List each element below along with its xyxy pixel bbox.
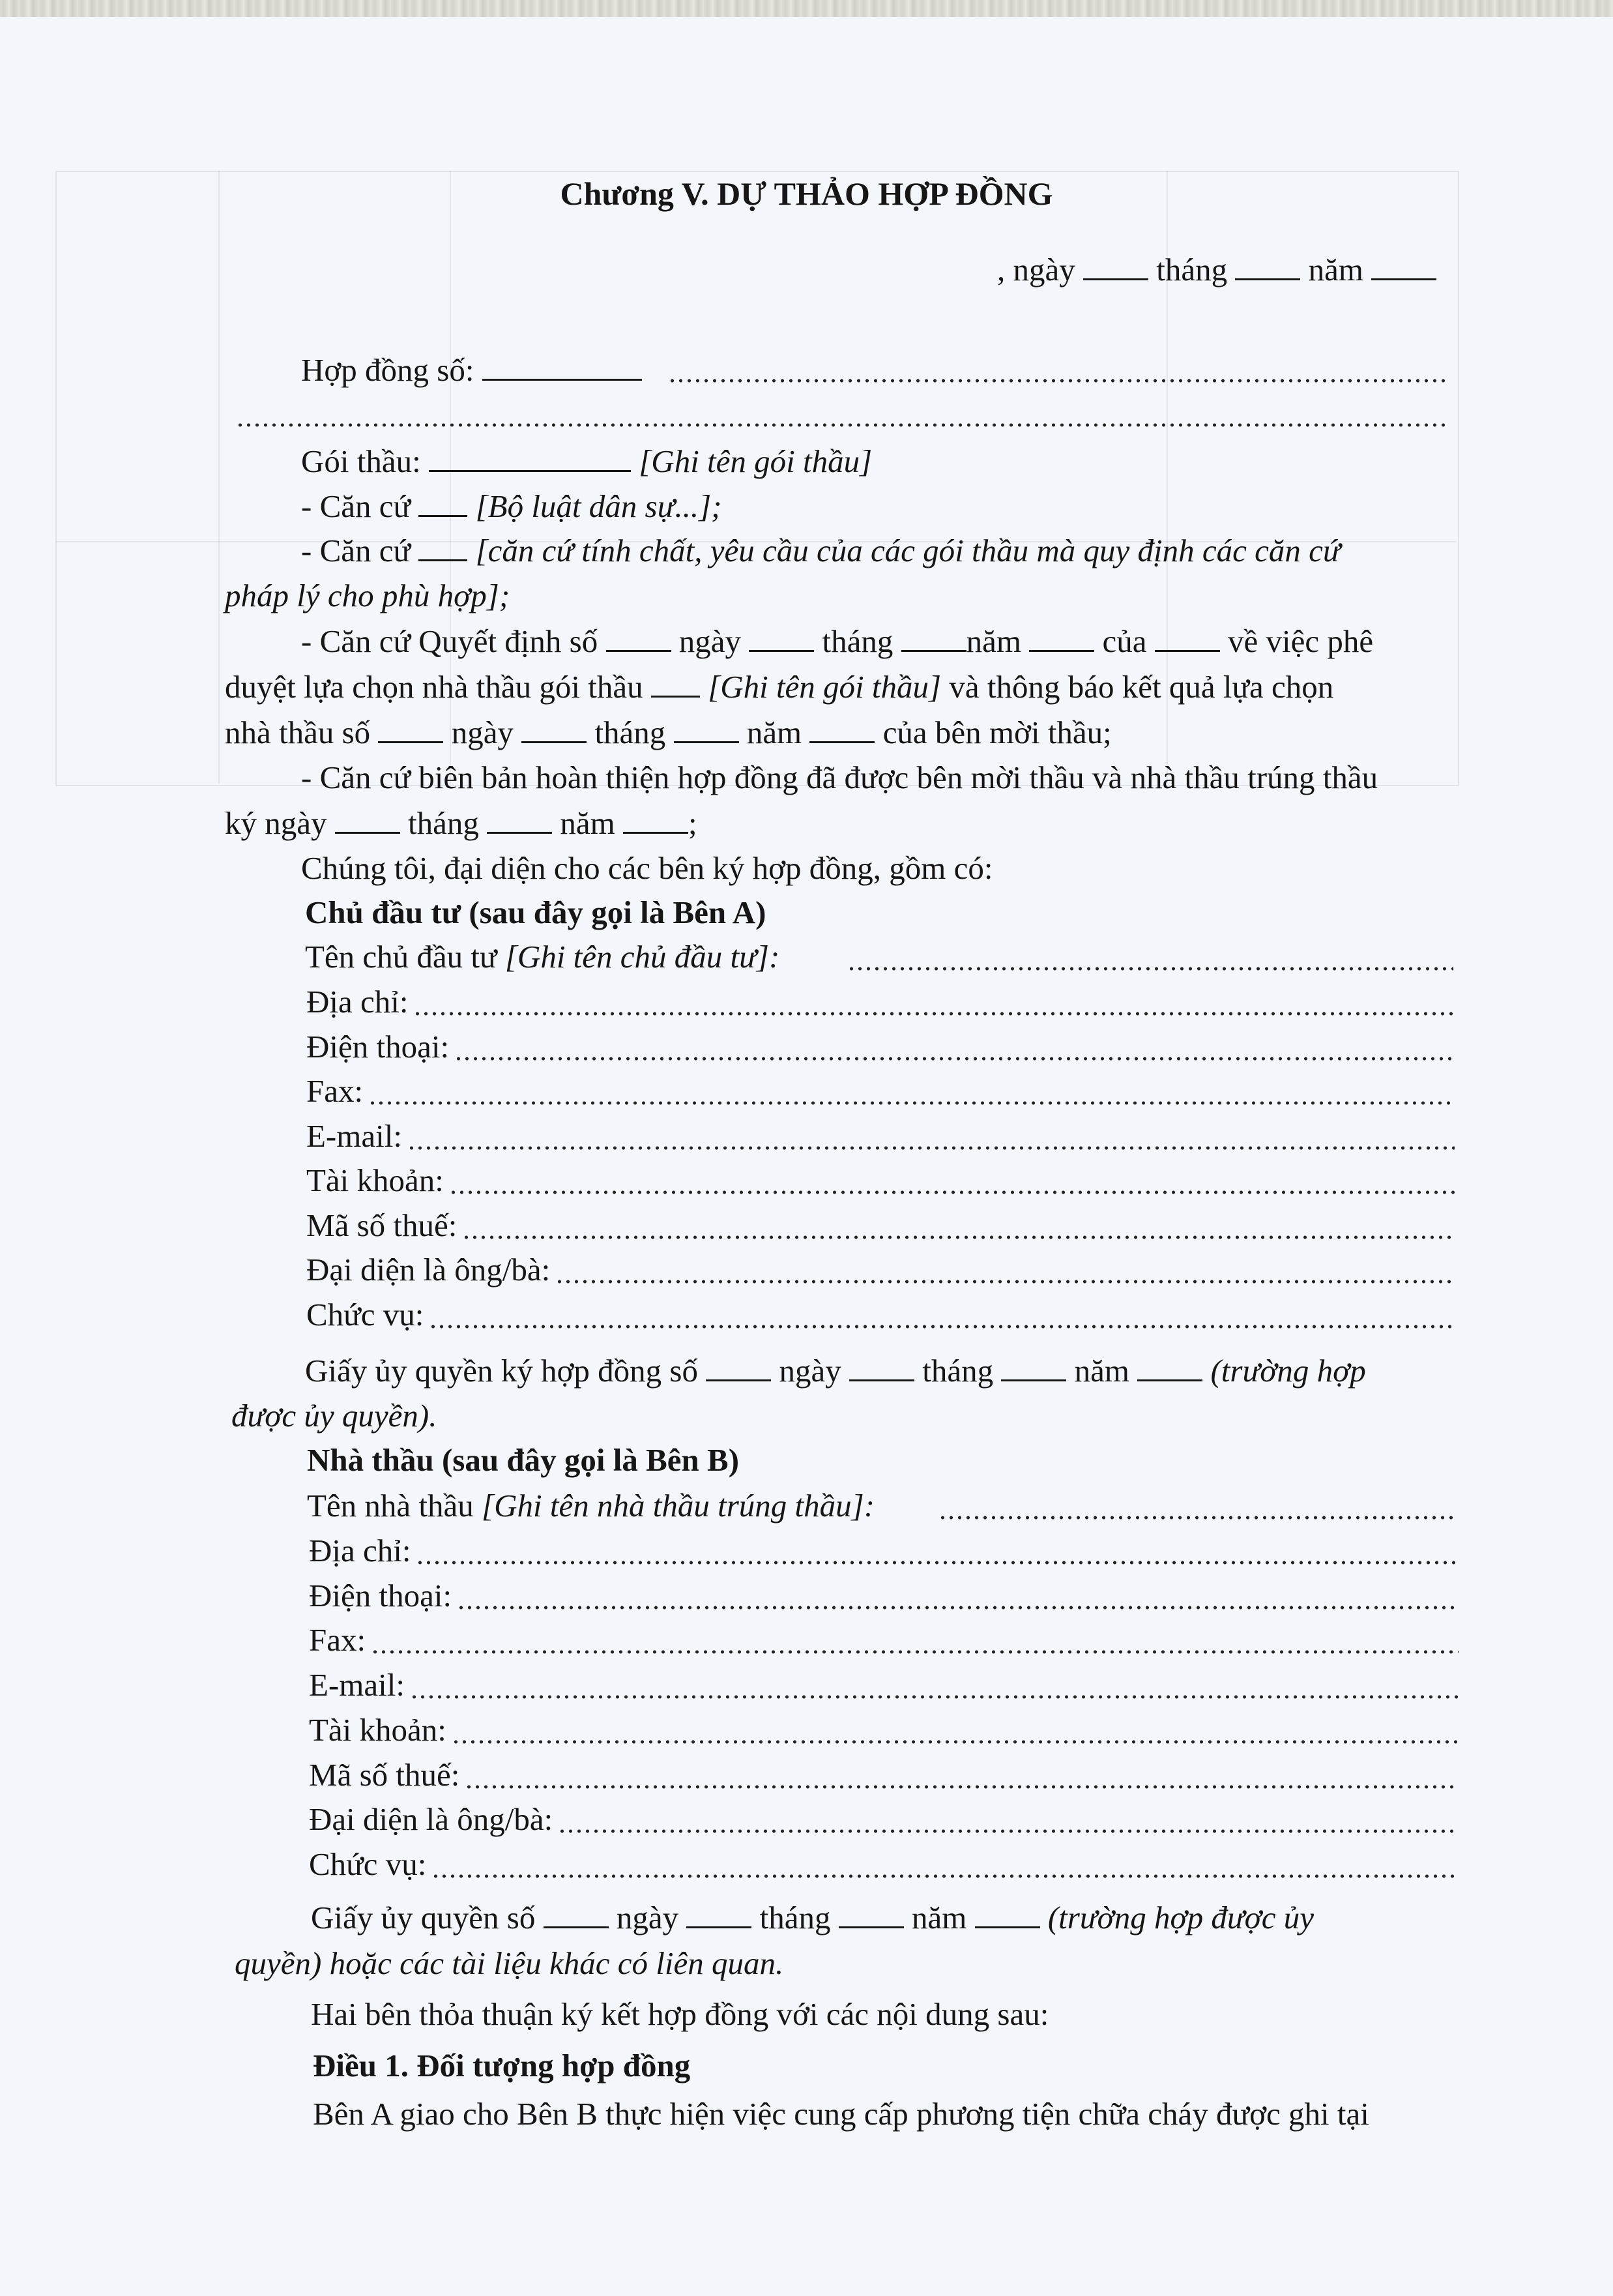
party-a-auth-label: Giấy ủy quyền ký hợp đồng số: [305, 1353, 698, 1389]
party-b-field-dots: [452, 1739, 1459, 1744]
party-b-field-dots: [558, 1829, 1459, 1834]
party-b-field-line: [309, 1756, 459, 1795]
basis-3-line3-ngay: ngày: [451, 714, 514, 750]
party-a-field-line: [306, 1117, 402, 1156]
auth-a-year-blank: [1137, 1352, 1202, 1381]
minutes-year-blank: [623, 804, 688, 834]
basis-2-label: - Căn cứ: [301, 533, 411, 568]
auth-b-day-blank: [686, 1899, 751, 1928]
minutes-day-blank: [335, 804, 400, 834]
party-b-auth-line-2: quyền) hoặc các tài liệu khác có liên quan.: [235, 1945, 784, 1981]
party-a-field-label: Điện thoại:: [306, 1028, 450, 1065]
basis-4-end: ;: [688, 805, 697, 841]
decision-month-blank: [901, 623, 966, 652]
party-b-field-line: [309, 1531, 411, 1570]
party-b-field-dots: [465, 1784, 1459, 1789]
party-a-field-dots: [454, 1056, 1455, 1061]
basis-2-blank: [418, 532, 467, 561]
minutes-month-blank: [487, 804, 552, 834]
basis-legal-line-1: [301, 531, 1341, 570]
party-b-name-line: [307, 1486, 875, 1525]
contract-dots: [668, 378, 1447, 383]
party-a-field-label: Địa chỉ:: [306, 984, 409, 1020]
party-b-field-dots: [457, 1605, 1459, 1610]
basis-3-ve-viec: về việc phê: [1228, 623, 1374, 659]
party-b-name-label: Tên nhà thầu: [307, 1488, 474, 1523]
basis-legal-line-2: pháp lý cho phù hợp];: [225, 578, 510, 613]
parties-intro: Chúng tôi, đại diện cho các bên ký hợp đồng, gồm có:: [301, 850, 993, 886]
party-b-auth-ngay: ngày: [616, 1900, 679, 1935]
auth-a-number-blank: [706, 1352, 771, 1381]
basis-2-note-1: [căn cứ tính chất, yêu cầu của các gói thầu mà quy định các căn cứ: [475, 533, 1341, 568]
package-label: Gói thầu:: [301, 443, 421, 479]
party-a-field-dots: [413, 1011, 1455, 1016]
party-a-field-dots: [462, 1235, 1455, 1240]
party-b-field-label: Fax:: [309, 1622, 366, 1658]
basis-3-ngay: ngày: [678, 623, 741, 659]
basis-1-note: [Bộ luật dân sự...];: [475, 488, 722, 524]
decision-issuer-blank: [1155, 623, 1220, 652]
party-a-field-label: Tài khoản:: [306, 1162, 444, 1198]
party-b-field-label: Đại diện là ông/bà:: [309, 1801, 553, 1838]
basis-civil-code: [301, 487, 721, 526]
basis-3-nam: năm: [966, 623, 1021, 659]
party-b-auth-line-1: [311, 1898, 1314, 1937]
package-blank: [429, 443, 631, 472]
basis-4-ky-ngay: ký ngày: [225, 805, 327, 841]
date-nam-label: năm: [1308, 252, 1363, 287]
decision-year-blank: [1029, 623, 1094, 652]
basis-3-line2-b: và thông báo kết quả lựa chọn: [949, 669, 1334, 705]
party-a-name-line: [305, 937, 779, 977]
party-b-auth-nam: năm: [911, 1900, 967, 1935]
party-a-auth-line-2: được ủy quyền).: [231, 1398, 437, 1434]
auth-b-month-blank: [839, 1899, 904, 1928]
auth-a-day-blank: [849, 1352, 914, 1381]
party-b-name-dots: [938, 1515, 1457, 1520]
package-line: [301, 442, 872, 481]
party-b-name-note: [Ghi tên nhà thầu trúng thầu]:: [482, 1488, 875, 1523]
party-a-auth-thang: tháng: [922, 1353, 994, 1389]
party-a-field-line: [306, 982, 408, 1022]
month-blank: [1235, 251, 1300, 280]
party-b-heading: Nhà thầu (sau đây gọi là Bên B): [307, 1442, 740, 1478]
party-a-auth-nam: năm: [1074, 1353, 1129, 1389]
party-b-field-dots: [416, 1560, 1459, 1565]
party-a-name-note: [Ghi tên chủ đầu tư]:: [504, 939, 780, 975]
day-blank: [1083, 251, 1148, 280]
party-a-auth-note-1: (trường hợp: [1210, 1353, 1366, 1389]
basis-3-line3-thang: tháng: [594, 714, 666, 750]
notice-month-blank: [674, 714, 739, 743]
notice-year-blank: [809, 714, 875, 743]
package-name-blank: [651, 668, 700, 698]
party-b-auth-note-1: (trường hợp được ủy: [1047, 1900, 1314, 1935]
party-a-field-label: E-mail:: [306, 1117, 402, 1154]
auth-b-year-blank: [975, 1899, 1040, 1928]
auth-b-number-blank: [544, 1899, 609, 1928]
party-b-field-label: Mã số thuế:: [309, 1756, 460, 1793]
basis-3-line3-b: của bên mời thầu;: [882, 714, 1112, 750]
party-b-field-label: Tài khoản:: [309, 1711, 446, 1748]
basis-3-line3-a: nhà thầu số: [225, 714, 371, 750]
party-a-field-line: [306, 1027, 449, 1067]
contract-number-label: Hợp đồng số:: [301, 352, 474, 388]
date-ngay-label: , ngày: [997, 252, 1075, 287]
party-a-auth-line-1: [305, 1351, 1366, 1391]
party-a-field-label: Chức vụ:: [306, 1296, 424, 1332]
notice-day-blank: [521, 714, 587, 743]
basis-4-nam: năm: [560, 805, 615, 841]
party-b-field-dots: [371, 1649, 1459, 1655]
basis-3-thang: tháng: [822, 623, 894, 659]
party-a-field-dots: [407, 1145, 1455, 1151]
article-1-text: Bên A giao cho Bên B thực hiện việc cung cấp phương tiện chữa cháy được ghi tại: [313, 2096, 1369, 2132]
party-b-field-label: Điện thoại:: [309, 1577, 452, 1613]
basis-decision-line-1: [301, 622, 1373, 661]
bleed-through-line: [218, 171, 220, 784]
party-b-field-line: [309, 1576, 452, 1615]
party-a-field-line: [306, 1295, 424, 1334]
party-b-field-line: [309, 1666, 405, 1705]
party-a-name-label: Tên chủ đầu tư: [305, 939, 497, 975]
party-a-field-line: [306, 1072, 363, 1111]
basis-minutes-line-2: [225, 804, 697, 843]
decision-day-blank: [749, 623, 814, 652]
date-line: [997, 250, 1436, 289]
basis-4-thang: tháng: [408, 805, 479, 841]
basis-decision-line-3: [225, 713, 1112, 752]
agreement-intro: Hai bên thỏa thuận ký kết hợp đồng với các nội dung sau:: [311, 1996, 1049, 2032]
party-a-field-label: Mã số thuế:: [306, 1207, 458, 1243]
contract-number-line: [301, 351, 642, 390]
date-thang-label: tháng: [1156, 252, 1228, 287]
party-a-field-line: [306, 1250, 550, 1289]
party-b-field-line: [309, 1800, 553, 1839]
party-b-field-label: E-mail:: [309, 1667, 405, 1703]
notice-number-blank: [378, 714, 443, 743]
party-a-field-dots: [449, 1190, 1455, 1195]
package-note: [Ghi tên gói thầu]: [639, 443, 873, 479]
party-a-name-dots: [847, 966, 1453, 971]
party-b-auth-thang: tháng: [759, 1900, 831, 1935]
year-blank: [1371, 251, 1436, 280]
party-a-heading: Chủ đầu tư (sau đây gọi là Bên A): [305, 894, 766, 930]
party-a-field-dots: [429, 1324, 1455, 1329]
basis-3-part-1: - Căn cứ Quyết định số: [301, 623, 598, 659]
party-a-field-dots: [555, 1279, 1455, 1284]
party-a-field-label: Đại diện là ông/bà:: [306, 1252, 551, 1288]
party-b-field-dots: [410, 1694, 1459, 1700]
party-a-field-label: Fax:: [306, 1073, 364, 1109]
basis-1-blank: [418, 488, 467, 517]
page-title: Chương V. DỰ THẢO HỢP ĐỒNG: [560, 175, 1053, 212]
basis-3-line3-nam: năm: [746, 714, 802, 750]
basis-decision-line-2: [225, 668, 1333, 707]
party-b-field-label: Chức vụ:: [309, 1846, 427, 1882]
party-b-field-label: Địa chỉ:: [309, 1533, 411, 1568]
party-a-field-dots: [368, 1100, 1455, 1106]
party-b-field-dots: [431, 1874, 1459, 1879]
party-a-field-line: [306, 1206, 457, 1245]
basis-minutes-line-1: - Căn cứ biên bản hoàn thiện hợp đồng đã được bên mời thầu và nhà thầu trúng thầu: [301, 759, 1378, 795]
auth-a-month-blank: [1001, 1352, 1066, 1381]
party-b-field-line: [309, 1845, 426, 1884]
article-1-heading: Điều 1. Đối tượng hợp đồng: [313, 2048, 691, 2083]
party-b-auth-label: Giấy ủy quyền số: [311, 1900, 536, 1935]
basis-3-line2-note: [Ghi tên gói thầu]: [708, 669, 942, 705]
party-b-field-line: [309, 1621, 366, 1660]
basis-3-line2-a: duyệt lựa chọn nhà thầu gói thầu: [225, 669, 643, 705]
party-a-auth-ngay: ngày: [779, 1353, 841, 1389]
decision-number-blank: [606, 623, 671, 652]
contract-number-blank: [482, 351, 642, 381]
basis-3-cua: của: [1102, 623, 1147, 659]
party-a-field-line: [306, 1161, 444, 1200]
basis-1-label: - Căn cứ: [301, 488, 411, 524]
contract-dots-2: [236, 422, 1447, 428]
scan-artifact-strip: [0, 0, 1613, 17]
party-b-field-line: [309, 1711, 446, 1750]
